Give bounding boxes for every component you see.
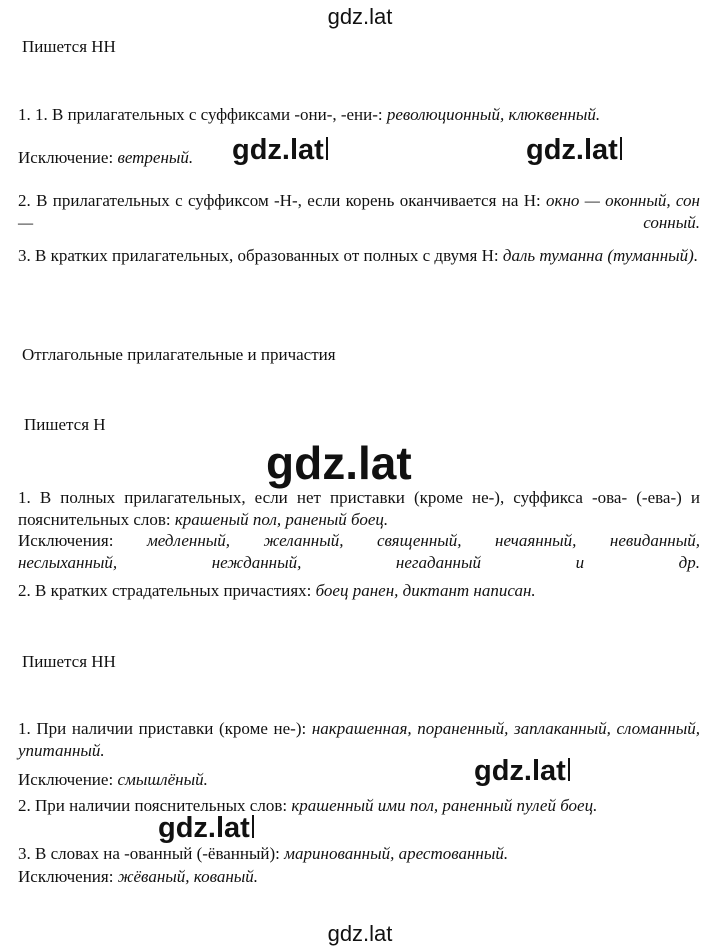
exception-examples: ветреный. bbox=[117, 148, 194, 167]
rule-text: 2. В кратких страдательных причастиях: bbox=[18, 581, 316, 600]
exception-label: Исключение: bbox=[18, 148, 118, 167]
heading-nn-adjectives: Пишется НН bbox=[22, 37, 116, 56]
exception-examples: смышлёный. bbox=[117, 770, 208, 789]
heading-n: Пишется Н bbox=[24, 415, 106, 434]
rule-3-short-adjectives bbox=[18, 245, 700, 267]
rule-2-dependent-words bbox=[18, 795, 700, 817]
rule-examples: крашенный ими пол, раненный пулей боец. bbox=[291, 796, 598, 815]
rule-examples: маринованный, арестованный. bbox=[284, 844, 509, 863]
watermark-mid-right: gdz.lat bbox=[526, 134, 622, 167]
rule-text: 3. В словах на -ованный (-ёванный): bbox=[18, 844, 285, 863]
rule-text: 3. В кратких прилагательных, образованных от полных с двумя Н: bbox=[18, 246, 503, 265]
rule-1-suffixes bbox=[18, 104, 700, 126]
watermark-large: gdz.lat bbox=[266, 437, 412, 489]
rule-text: 1. 1. В прилагательных с суффиксами -они-, -ени-: bbox=[18, 105, 387, 124]
exception-label: Исключение: bbox=[18, 770, 118, 789]
rule-3-ovanny bbox=[18, 843, 700, 865]
exceptions-label: Исключения: bbox=[18, 867, 118, 886]
rule-examples: даль туманна (туманный). bbox=[502, 246, 699, 265]
watermark-bottom: gdz.lat bbox=[327, 921, 393, 946]
heading-nn-participles: Пишется НН bbox=[22, 652, 116, 671]
rule-2-short-participles bbox=[18, 580, 700, 602]
rule-examples: накрашенная, пораненный, заплаканный, сломанный, упитанный. bbox=[18, 719, 700, 760]
exceptions-zhyovany bbox=[18, 866, 700, 888]
heading-participles: Отглагольные прилагательные и причастия bbox=[22, 345, 336, 364]
rule-examples: крашеный пол, раненый боец. bbox=[174, 509, 389, 529]
exceptions-list bbox=[18, 530, 700, 573]
exceptions-line-2: неслыханный, нежданный, негаданный и др. bbox=[18, 552, 700, 572]
rule-text: 1. При наличии приставки (кроме не-): bbox=[18, 719, 312, 738]
rule-2-root-n bbox=[18, 190, 700, 233]
exceptions-examples: жёваный, кованый. bbox=[117, 867, 259, 886]
exceptions-line-1: медленный, желанный, священный, нечаянный, невиданный, bbox=[146, 531, 700, 550]
watermark-mid-left: gdz.lat bbox=[232, 134, 328, 167]
rule-1-prefix bbox=[18, 718, 700, 761]
rule-text: 1. В полных прилагательных, если нет приставки (кроме не-), суффикса -ова- (-ева-) и пояснительных слов: bbox=[18, 488, 700, 529]
watermark-lower-left: gdz.lat bbox=[158, 812, 254, 845]
rule-text: 2. В прилагательных с суффиксом -Н-, если корень оканчивается на Н: bbox=[18, 191, 547, 210]
rule-examples: окно — оконный, сон — сонный. bbox=[18, 191, 700, 232]
rule-examples: боец ранен, диктант написан. bbox=[315, 581, 536, 600]
exception-smyshlyony bbox=[18, 769, 700, 791]
exceptions-label: Исключения: bbox=[18, 531, 147, 550]
rule-1-full-adjectives bbox=[18, 487, 700, 530]
rule-text: 2. При наличии пояснительных слов: bbox=[18, 796, 292, 815]
watermark-lower-right: gdz.lat bbox=[474, 755, 570, 788]
watermark-top: gdz.lat bbox=[327, 4, 393, 29]
rule-examples: революционный, клюквенный. bbox=[386, 105, 601, 124]
